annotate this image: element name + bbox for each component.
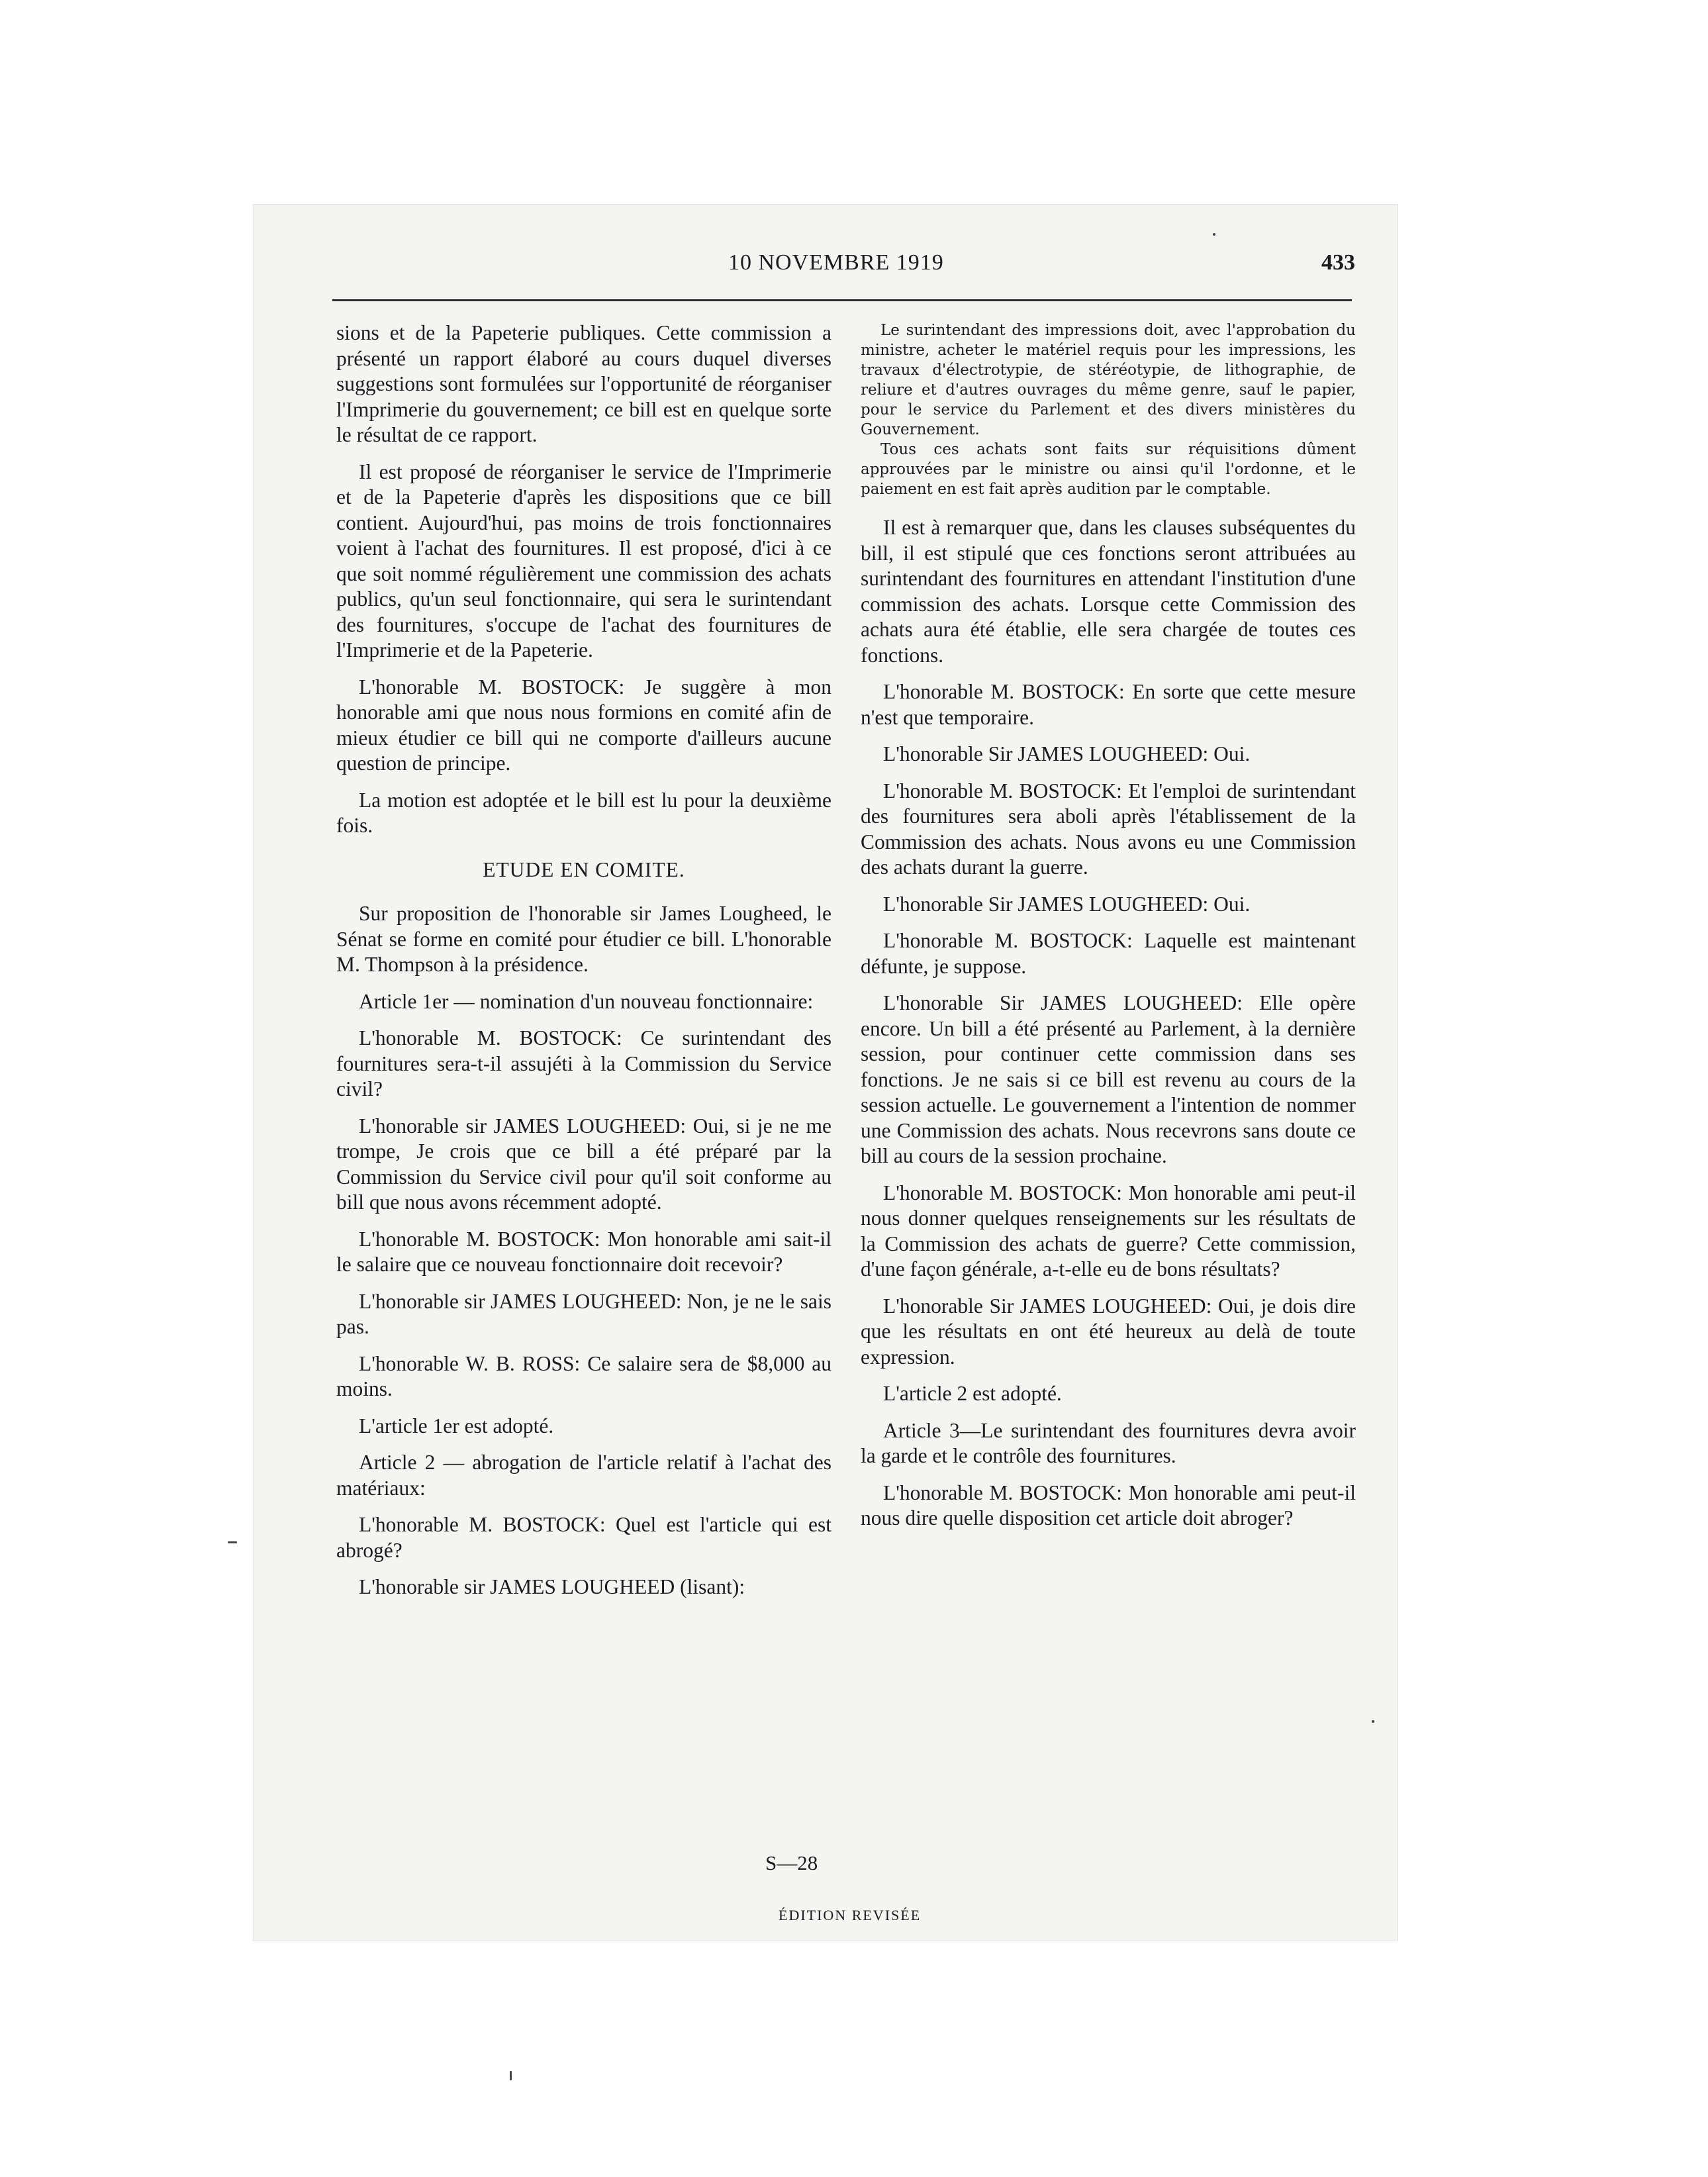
paragraph: Article 1er — nomination d'un nouveau fonctionnaire: xyxy=(359,989,814,1013)
paragraph: Article 3—Le surintendant des fournitures devra avoir la garde et le contrôle des fournitures. xyxy=(861,1418,1356,1467)
paragraph: L'honorable M. BOSTOCK: Et l'emploi de surintendant des fournitures sera aboli après l'établissement de la Commission des achats. Nous avons eu une Commission des achats durant la guerre. xyxy=(861,779,1356,879)
paragraph: L'honorable M. BOSTOCK: Laquelle est maintenant défunte, je suppose. xyxy=(861,929,1356,978)
quoted-statute: Tous ces achats sont faits sur réquisitions dûment approuvées par le ministre ou ainsi qu'il l'ordonne, et le paiement en est fait après audition par le comptable. xyxy=(861,441,1356,498)
paragraph: L'honorable Sir JAMES LOUGHEED: Oui. xyxy=(883,742,1251,765)
page-header-date: 10 NOVEMBRE 1919 xyxy=(728,250,944,275)
paragraph: L'honorable M. BOSTOCK: Mon honorable ami peut-il nous dire quelle disposition cet article doit abroger? xyxy=(861,1480,1356,1529)
quoted-statute: Le surintendant des impressions doit, avec l'approbation du ministre, acheter le matériel requis pour les impressions, les travaux d'électrotypie, de stéréotypie, de lithographie, de reliure et d'autres ouvrages du même genre, sauf le papier, pour le service du Parlement et des divers ministères du Gouvernement. xyxy=(861,322,1356,438)
paragraph: L'honorable M. BOSTOCK: Je suggère à mon honorable ami que nous nous formions en comité afin de mieux étudier ce bill qui ne comporte d'ailleurs aucune question de principe. xyxy=(336,675,831,775)
right-column xyxy=(861,320,1356,1543)
paragraph: L'honorable Sir JAMES LOUGHEED: Oui, je dois dire que les résultats en ont été heureux au delà de toute expression. xyxy=(861,1294,1356,1369)
paragraph: Il est à remarquer que, dans les clauses subséquentes du bill, il est stipulé que ces fonctions seront attribuées au surintendant des fournitures en attendant l'institution d'une commission des achats. Lorsque cette Commission des achats aura été établie, elle sera chargée de toutes ces fonctions. xyxy=(861,516,1356,667)
scan-speck xyxy=(228,1541,237,1543)
paragraph: L'honorable W. B. ROSS: Ce salaire sera de $8,000 au moins. xyxy=(336,1351,831,1400)
edition-label: ÉDITION REVISÉE xyxy=(779,1907,922,1923)
paragraph: L'honorable sir JAMES LOUGHEED: Non, je ne le sais pas. xyxy=(336,1289,831,1338)
paragraph: L'honorable sir JAMES LOUGHEED (lisant): xyxy=(359,1575,745,1598)
paragraph: L'honorable M. BOSTOCK: Mon honorable ami peut-il nous donner quelques renseignements sur les résultats de la Commission des achats de guerre? Cette commission, d'une façon générale, a-t-elle eu de bons résultats? xyxy=(861,1181,1356,1281)
paragraph: Sur proposition de l'honorable sir James Lougheed, le Sénat se forme en comité pour étudier ce bill. L'honorable M. Thompson à la présidence. xyxy=(336,902,831,976)
paragraph: La motion est adoptée et le bill est lu pour la deuxième fois. xyxy=(336,788,831,837)
paragraph: L'honorable Sir JAMES LOUGHEED: Elle opère encore. Un bill a été présenté au Parlement, à la dernière session, pour continuer cette commission dans ses fonctions. Je ne sais si ce bill est revenu au cours de la session actuelle. Le gouvernement a l'intention de nommer une Commission des achats. Nous recevrons sans doute ce bill au cours de la session prochaine. xyxy=(861,991,1356,1167)
paragraph: L'article 1er est adopté. xyxy=(359,1414,554,1437)
paragraph: L'honorable M. BOSTOCK: Ce surintendant des fournitures sera-t-il assujéti à la Commission du Service civil? xyxy=(336,1026,831,1100)
paragraph: L'honorable M. BOSTOCK: Mon honorable ami sait-il le salaire que ce nouveau fonctionnaire doit recevoir? xyxy=(336,1227,831,1276)
paragraph: L'honorable Sir JAMES LOUGHEED: Oui. xyxy=(883,892,1251,916)
paragraph: L'honorable M. BOSTOCK: En sorte que cette mesure n'est que temporaire. xyxy=(861,680,1356,729)
scan-speck xyxy=(510,2071,512,2080)
scan-speck xyxy=(1372,1720,1374,1723)
scan-speck xyxy=(1213,233,1215,236)
header-rule xyxy=(332,299,1352,301)
left-column xyxy=(336,320,831,1612)
paragraph: Il est proposé de réorganiser le service de l'Imprimerie et de la Papeterie d'après les dispositions que ce bill contient. Aujourd'hui, pas moins de trois fonctionnaires voient à l'achat des fournitures. Il est proposé, d'ici à ce que soit nommé régulièrement une commission des achats publics, qu'un seul fonctionnaire, qui sera le surintendant des fournitures, s'occupe de l'achat des fournitures de l'Imprimerie et de la Papeterie. xyxy=(336,460,831,661)
paragraph: L'honorable sir JAMES LOUGHEED: Oui, si je ne me trompe, Je crois que ce bill a été préparé par la Commission du Service civil pour qu'il soit conforme au bill que nous avons récemment adopté. xyxy=(336,1114,831,1214)
paragraph: L'article 2 est adopté. xyxy=(883,1382,1062,1405)
paragraph: sions et de la Papeterie publiques. Cette commission a présenté un rapport élaboré au cours duquel diverses suggestions sont formulées sur l'opportunité de réorganiser l'Imprimerie du gouvernement; ce bill est en quelque sorte le résultat de ce rapport. xyxy=(336,321,831,446)
signature-mark: S—28 xyxy=(765,1851,818,1874)
paragraph: L'honorable M. BOSTOCK: Quel est l'article qui est abrogé? xyxy=(336,1513,831,1562)
page-number: 433 xyxy=(1321,250,1355,275)
paragraph: Article 2 — abrogation de l'article relatif à l'achat des matériaux: xyxy=(336,1451,831,1500)
section-heading: ETUDE EN COMITE. xyxy=(483,857,685,881)
